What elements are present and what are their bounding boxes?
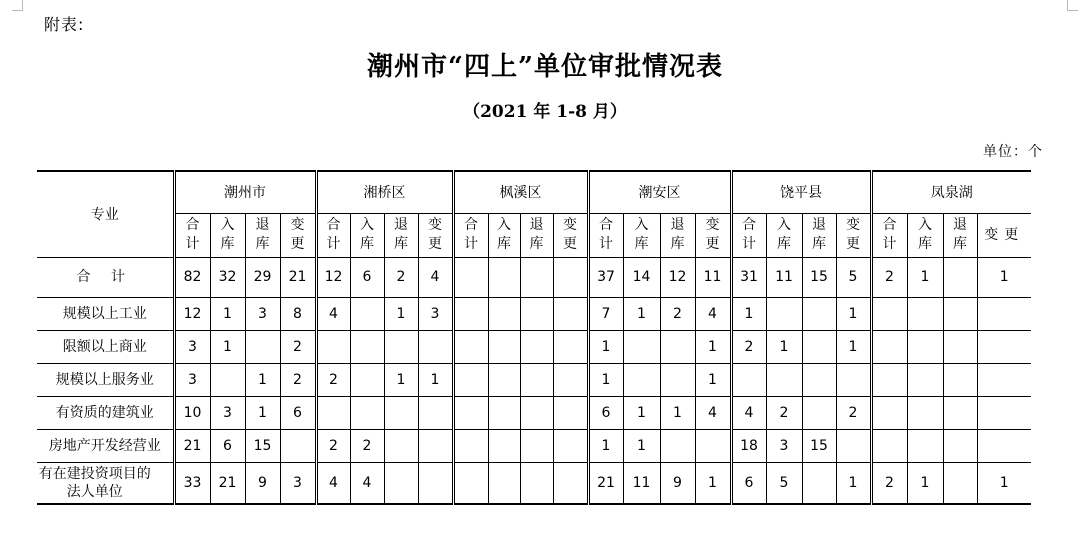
subheader-text: 变更	[705, 217, 720, 252]
value-cell	[488, 363, 520, 396]
subheader-cell	[623, 213, 660, 257]
value-cell	[731, 363, 766, 396]
value-cell	[943, 363, 977, 396]
value-cell	[453, 257, 488, 297]
value-cell: 21	[174, 429, 210, 462]
group-header: 枫溪区	[453, 171, 588, 213]
value-cell: 1	[695, 363, 731, 396]
subheader-text: 合计	[882, 217, 897, 252]
value-cell	[488, 297, 520, 330]
row-label: 合 计	[37, 257, 174, 297]
subheader-text: 入库	[497, 217, 511, 252]
value-cell: 11	[695, 257, 731, 297]
value-cell	[871, 429, 907, 462]
subheader-text: 合计	[742, 217, 756, 252]
value-cell	[553, 396, 588, 429]
value-cell: 6	[210, 429, 245, 462]
subheader-cell	[316, 213, 350, 257]
value-cell	[977, 429, 1031, 462]
value-cell	[766, 363, 802, 396]
value-cell: 4	[695, 297, 731, 330]
value-cell	[943, 462, 977, 504]
subheader-row	[37, 213, 1031, 257]
subheader-cell	[488, 213, 520, 257]
row-label: 规模以上工业	[37, 297, 174, 330]
value-cell: 1	[210, 330, 245, 363]
value-cell: 11	[623, 462, 660, 504]
value-cell	[943, 257, 977, 297]
value-cell: 1	[588, 429, 623, 462]
row-label: 规模以上服务业	[37, 363, 174, 396]
value-cell: 1	[210, 297, 245, 330]
value-cell: 9	[245, 462, 280, 504]
subheader-cell	[695, 213, 731, 257]
value-cell	[553, 330, 588, 363]
subheader-cell	[520, 213, 553, 257]
value-cell	[488, 429, 520, 462]
value-cell	[350, 330, 384, 363]
value-cell	[836, 363, 871, 396]
page-corner-mark-right	[1067, 0, 1078, 11]
value-cell: 2	[731, 330, 766, 363]
value-cell: 6	[588, 396, 623, 429]
value-cell: 2	[836, 396, 871, 429]
page-subtitle: （2021 年 1-8 月）	[463, 102, 627, 122]
value-cell: 2	[350, 429, 384, 462]
value-cell: 29	[245, 257, 280, 297]
value-cell	[871, 330, 907, 363]
page-title: 潮州市“四上”单位审批情况表	[367, 52, 723, 82]
value-cell	[280, 429, 316, 462]
value-cell	[316, 396, 350, 429]
value-cell: 3	[174, 363, 210, 396]
value-cell: 3	[174, 330, 210, 363]
appendix-note: 附表:	[44, 15, 85, 34]
value-cell: 32	[210, 257, 245, 297]
subheader-cell	[245, 213, 280, 257]
value-cell: 1	[907, 257, 943, 297]
value-cell: 3	[280, 462, 316, 504]
value-cell	[488, 462, 520, 504]
value-cell: 1	[731, 297, 766, 330]
value-cell: 15	[245, 429, 280, 462]
value-cell: 21	[588, 462, 623, 504]
group-header: 湘桥区	[316, 171, 453, 213]
value-cell: 2	[766, 396, 802, 429]
subheader-text: 退库	[812, 217, 826, 252]
approval-table	[37, 170, 1031, 505]
value-cell	[488, 257, 520, 297]
value-cell	[520, 257, 553, 297]
unit-label: 单位：个	[983, 144, 1043, 160]
row-label: 房地产开发经营业	[37, 429, 174, 462]
subheader-cell	[731, 213, 766, 257]
value-cell	[553, 297, 588, 330]
group-header: 潮安区	[588, 171, 731, 213]
value-cell: 37	[588, 257, 623, 297]
subheader-text: 合计	[185, 217, 200, 252]
value-cell: 6	[280, 396, 316, 429]
value-cell	[520, 462, 553, 504]
subheader-cell	[210, 213, 245, 257]
value-cell: 33	[174, 462, 210, 504]
value-cell: 14	[623, 257, 660, 297]
value-cell: 2	[871, 257, 907, 297]
table-row	[37, 429, 1031, 462]
value-cell	[907, 363, 943, 396]
value-cell: 4	[695, 396, 731, 429]
table-row	[37, 462, 1031, 504]
table-row	[37, 330, 1031, 363]
value-cell: 1	[623, 396, 660, 429]
subheader-cell	[943, 213, 977, 257]
subheader-text: 入库	[634, 217, 649, 252]
value-cell	[418, 429, 453, 462]
subheader-text: 退库	[953, 217, 967, 252]
value-cell	[520, 297, 553, 330]
value-cell	[453, 462, 488, 504]
value-cell	[623, 363, 660, 396]
subheader-cell	[588, 213, 623, 257]
value-cell: 21	[210, 462, 245, 504]
value-cell	[907, 429, 943, 462]
subheader-cell	[553, 213, 588, 257]
subheader-text: 退库	[670, 217, 685, 252]
table-row	[37, 257, 1031, 297]
subheader-text: 入库	[918, 217, 932, 252]
subheader-cell	[660, 213, 695, 257]
value-cell: 2	[384, 257, 418, 297]
value-cell: 82	[174, 257, 210, 297]
value-cell	[384, 330, 418, 363]
value-cell: 9	[660, 462, 695, 504]
value-cell	[418, 462, 453, 504]
subheader-text: 入库	[777, 217, 791, 252]
value-cell	[695, 429, 731, 462]
value-cell	[553, 363, 588, 396]
subheader-text: 退库	[394, 217, 408, 252]
value-cell	[943, 429, 977, 462]
value-cell: 4	[350, 462, 384, 504]
subheader-text: 合计	[464, 217, 478, 252]
value-cell: 1	[836, 297, 871, 330]
value-cell: 1	[384, 363, 418, 396]
value-cell	[453, 297, 488, 330]
value-cell: 15	[802, 429, 836, 462]
value-cell	[802, 462, 836, 504]
subheader-cell	[174, 213, 210, 257]
value-cell	[943, 297, 977, 330]
value-cell	[553, 462, 588, 504]
value-cell	[488, 330, 520, 363]
value-cell: 1	[977, 257, 1031, 297]
table-row	[37, 396, 1031, 429]
value-cell: 1	[766, 330, 802, 363]
value-cell: 12	[174, 297, 210, 330]
value-cell	[977, 396, 1031, 429]
value-cell: 1	[245, 363, 280, 396]
value-cell	[384, 462, 418, 504]
value-cell: 1	[836, 462, 871, 504]
value-cell	[520, 396, 553, 429]
value-cell	[418, 396, 453, 429]
value-cell	[488, 396, 520, 429]
value-cell: 1	[836, 330, 871, 363]
value-cell: 6	[350, 257, 384, 297]
value-cell: 1	[588, 330, 623, 363]
subheader-cell	[836, 213, 871, 257]
value-cell	[907, 297, 943, 330]
value-cell	[871, 363, 907, 396]
value-cell: 1	[660, 396, 695, 429]
value-cell	[520, 363, 553, 396]
subheader-text: 合计	[326, 217, 341, 252]
subheader-text: 变更	[563, 217, 577, 252]
value-cell: 5	[766, 462, 802, 504]
value-cell: 4	[316, 462, 350, 504]
value-cell: 1	[977, 462, 1031, 504]
value-cell: 12	[660, 257, 695, 297]
value-cell	[453, 330, 488, 363]
value-cell: 1	[907, 462, 943, 504]
value-cell: 1	[245, 396, 280, 429]
value-cell: 15	[802, 257, 836, 297]
value-cell	[802, 363, 836, 396]
value-cell	[802, 330, 836, 363]
value-cell	[384, 429, 418, 462]
value-cell: 8	[280, 297, 316, 330]
value-cell	[660, 429, 695, 462]
category-header: 专业	[37, 171, 174, 257]
group-header: 饶平县	[731, 171, 871, 213]
value-cell	[453, 396, 488, 429]
row-label: 有在建投资项目的法人单位	[37, 462, 174, 504]
value-cell: 21	[280, 257, 316, 297]
value-cell	[660, 363, 695, 396]
value-cell: 1	[384, 297, 418, 330]
value-cell	[977, 330, 1031, 363]
value-cell: 4	[316, 297, 350, 330]
table-row	[37, 297, 1031, 330]
value-cell: 2	[660, 297, 695, 330]
value-cell	[977, 297, 1031, 330]
value-cell: 2	[871, 462, 907, 504]
value-cell: 3	[766, 429, 802, 462]
value-cell	[384, 396, 418, 429]
value-cell: 2	[316, 429, 350, 462]
value-cell	[453, 429, 488, 462]
value-cell: 4	[731, 396, 766, 429]
subheader-cell	[802, 213, 836, 257]
subheader-cell	[453, 213, 488, 257]
value-cell	[836, 429, 871, 462]
value-cell	[943, 396, 977, 429]
subheader-cell	[907, 213, 943, 257]
subheader-cell	[384, 213, 418, 257]
page-corner-mark-left	[12, 0, 23, 11]
subheader-text: 变更	[428, 217, 442, 252]
value-cell	[907, 396, 943, 429]
value-cell	[766, 297, 802, 330]
subheader-cell	[871, 213, 907, 257]
value-cell: 1	[695, 330, 731, 363]
value-cell	[245, 330, 280, 363]
value-cell	[871, 297, 907, 330]
value-cell	[943, 330, 977, 363]
value-cell	[871, 396, 907, 429]
subheader-cell	[418, 213, 453, 257]
group-header: 潮州市	[174, 171, 316, 213]
value-cell: 5	[836, 257, 871, 297]
value-cell: 1	[695, 462, 731, 504]
value-cell	[553, 429, 588, 462]
subheader-cell	[977, 213, 1031, 257]
value-cell: 18	[731, 429, 766, 462]
subheader-cell	[350, 213, 384, 257]
value-cell	[520, 429, 553, 462]
subheader-text: 变更	[984, 226, 1025, 243]
value-cell: 31	[731, 257, 766, 297]
value-cell: 7	[588, 297, 623, 330]
value-cell	[660, 330, 695, 363]
value-cell: 2	[316, 363, 350, 396]
value-cell	[418, 330, 453, 363]
row-label: 有资质的建筑业	[37, 396, 174, 429]
value-cell: 10	[174, 396, 210, 429]
value-cell	[350, 396, 384, 429]
value-cell	[316, 330, 350, 363]
value-cell	[977, 363, 1031, 396]
subheader-cell	[766, 213, 802, 257]
subheader-text: 退库	[529, 217, 544, 252]
value-cell: 2	[280, 330, 316, 363]
subheader-text: 变更	[290, 217, 305, 252]
value-cell	[553, 257, 588, 297]
value-cell	[520, 330, 553, 363]
value-cell: 3	[418, 297, 453, 330]
value-cell: 1	[623, 297, 660, 330]
value-cell: 4	[418, 257, 453, 297]
value-cell	[802, 297, 836, 330]
value-cell: 11	[766, 257, 802, 297]
value-cell	[350, 363, 384, 396]
value-cell	[453, 363, 488, 396]
subheader-text: 退库	[255, 217, 270, 252]
table-row	[37, 363, 1031, 396]
subheader-text: 入库	[220, 217, 235, 252]
group-header-row	[37, 171, 1031, 213]
value-cell: 3	[245, 297, 280, 330]
row-label: 限额以上商业	[37, 330, 174, 363]
value-cell	[802, 396, 836, 429]
value-cell: 1	[588, 363, 623, 396]
value-cell: 2	[280, 363, 316, 396]
value-cell	[907, 330, 943, 363]
group-header: 凤泉湖	[871, 171, 1031, 213]
value-cell	[623, 330, 660, 363]
value-cell: 12	[316, 257, 350, 297]
subheader-cell	[280, 213, 316, 257]
subheader-text: 变更	[846, 217, 860, 252]
value-cell: 1	[418, 363, 453, 396]
value-cell: 1	[623, 429, 660, 462]
value-cell	[210, 363, 245, 396]
value-cell: 6	[731, 462, 766, 504]
subheader-text: 入库	[360, 217, 374, 252]
subheader-text: 合计	[599, 217, 613, 252]
value-cell: 3	[210, 396, 245, 429]
value-cell	[350, 297, 384, 330]
